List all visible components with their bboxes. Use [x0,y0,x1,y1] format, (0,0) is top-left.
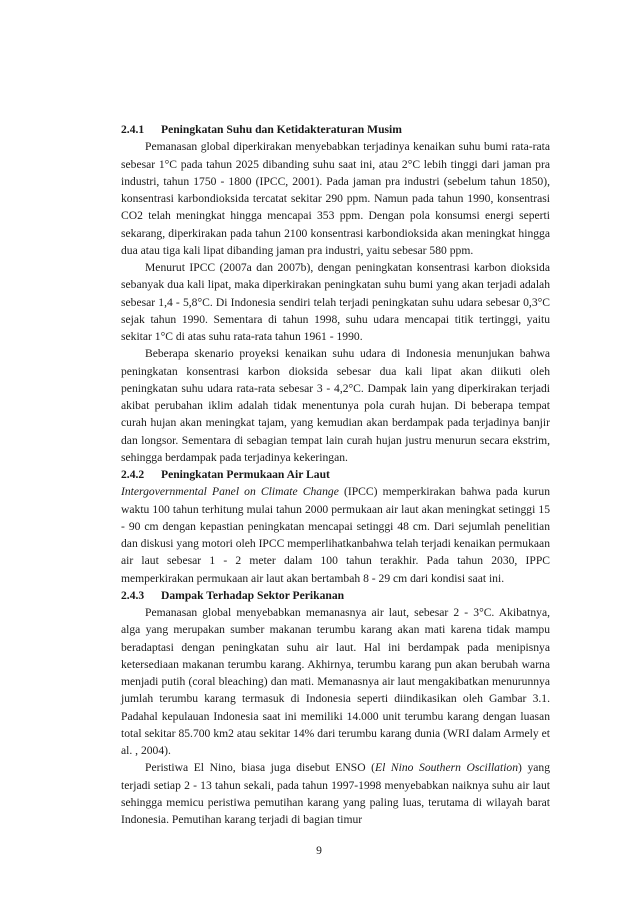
italic-term: Intergovernmental Panel on Climate Change [121,485,339,499]
page-body [121,121,550,828]
paragraph [121,483,550,587]
page-number: 9 [316,844,322,857]
paragraph: Pemanasan global diperkirakan menyebabkan terjadinya kenaikan suhu bumi rata-rata sebesar 1°C pada tahun 2025 dibanding suhu saat ini, atau 2°C lebih tinggi dari jaman pra industri, tahun 1750 - 1800 (IPCC, 2001). Pada jaman pra industri (sebelum tahun 1850), konsentrasi karbondioksida tercatat sekitar 290 ppm. Namun pada tahun 1990, konsentrasi CO2 telah meningkat hingga mencapai 353 ppm. Dengan pola konsumsi energi seperti sekarang, diperkirakan pada tahun 2100 konsentrasi karbondioksida akan meningkat hingga dua atau tiga kali lipat dibanding jaman pra industri, yaitu sebesar 580 ppm. [121,140,550,257]
section-heading-2-4-2 [121,466,550,483]
section-number: 2.4.1 [121,123,145,136]
paragraph-text: (IPCC) memperkirakan bahwa pada kurun waktu 100 tahun terhitung mulai tahun 2000 permukaan air laut akan meningkat setinggi 15 - 90 cm dengan kepastian peningkatan mencapai setinggi 48 cm. Dari sejumlah penelitian dan diskusi yang motori oleh IPCC memperlihatkanbahwa telah terjadi kenaikan permukaan air laut sebesar 1 - 2 meter dalam 100 tahun terakhir. Pada tahun 2030, IPPC memperkirakan permukaan air laut akan bertambah 8 - 29 cm dari kondisi saat ini. [121,485,550,585]
section-title: Peningkatan Suhu dan Ketidakteraturan Musim [161,123,402,136]
paragraph-text: ) yang terjadi setiap 2 - 13 tahun sekali, pada tahun 1997-1998 menyebabkan naiknya suhu air laut sehingga memicu peristiwa pemutihan karang yang paling luas, terutama di wilayah barat Indonesia. Pemutihan karang terjadi di bagian timur [121,761,551,826]
paragraph [121,759,550,828]
paragraph: Pemanasan global menyebabkan memanasnya air laut, sebesar 2 - 3°C. Akibatnya, alga yang merupakan sumber makanan terumbu karang akan mati karena tidak mampu beradaptasi dengan peningkatan suhu air laut. Hal ini berdampak pada menipisnya ketersediaan makanan terumbu karang. Akhirnya, terumbu karang pun akan berubah warna menjadi putih (coral bleaching) dan mati. Memanasnya air laut mengakibatkan menurunnya jumlah terumbu karang termasuk di Indonesia seperti diindikasikan oleh Gambar 3.1. Padahal kepulauan Indonesia saat ini memiliki 14.000 unit terumbu karang dengan luasan total sekitar 85.700 km2 atau sekitar 14% dari terumbu karang dunia (WRI dalam Armely et al. , 2004). [121,606,550,757]
paragraph: Beberapa skenario proyeksi kenaikan suhu udara di Indonesia menunjukan bahwa peningkatan konsentrasi karbon dioksida sebesar dua kali lipat akan diikuti oleh peningkatan suhu udara rata-rata sebesar 3 - 4,2°C. Dampak lain yang diperkirakan terjadi akibat perubahan iklim adalah tidak menentunya pola curah hujan. Di beberapa tempat curah hujan akan meningkat tajam, yang kemudian akan berdampak pada terjadinya banjir dan longsor. Sementara di sebagian tempat lain curah hujan justru menurun secara ekstrim, sehingga berdampak pada terjadinya kekeringan. [121,347,550,464]
paragraph-text: Peristiwa El Nino, biasa juga disebut ENSO ( [145,761,376,775]
paragraph: Menurut IPCC (2007a dan 2007b), dengan peningkatan konsentrasi karbon dioksida sebanyak dua kali lipat, maka diperkirakan peningkatan suhu bumi yang akan terjadi adalah sebesar 1,4 - 5,8°C. Di Indonesia sendiri telah terjadi peningkatan suhu udara sebesar 0,3°C sejak tahun 1990. Sementara di tahun 1998, suhu udara mencapai titik tertinggi, yaitu sekitar 1°C di atas suhu rata-rata tahun 1961 - 1990. [121,261,550,343]
section-heading-2-4-3 [121,587,550,604]
section-number: 2.4.3 [121,588,145,602]
section-number: 2.4.2 [121,468,145,481]
section-heading-2-4-1 [121,121,550,138]
italic-term: El Nino Southern Oscillation [375,761,519,775]
section-title: Dampak Terhadap Sektor Perikanan [161,588,345,602]
section-title: Peningkatan Permukaan Air Laut [161,468,330,481]
